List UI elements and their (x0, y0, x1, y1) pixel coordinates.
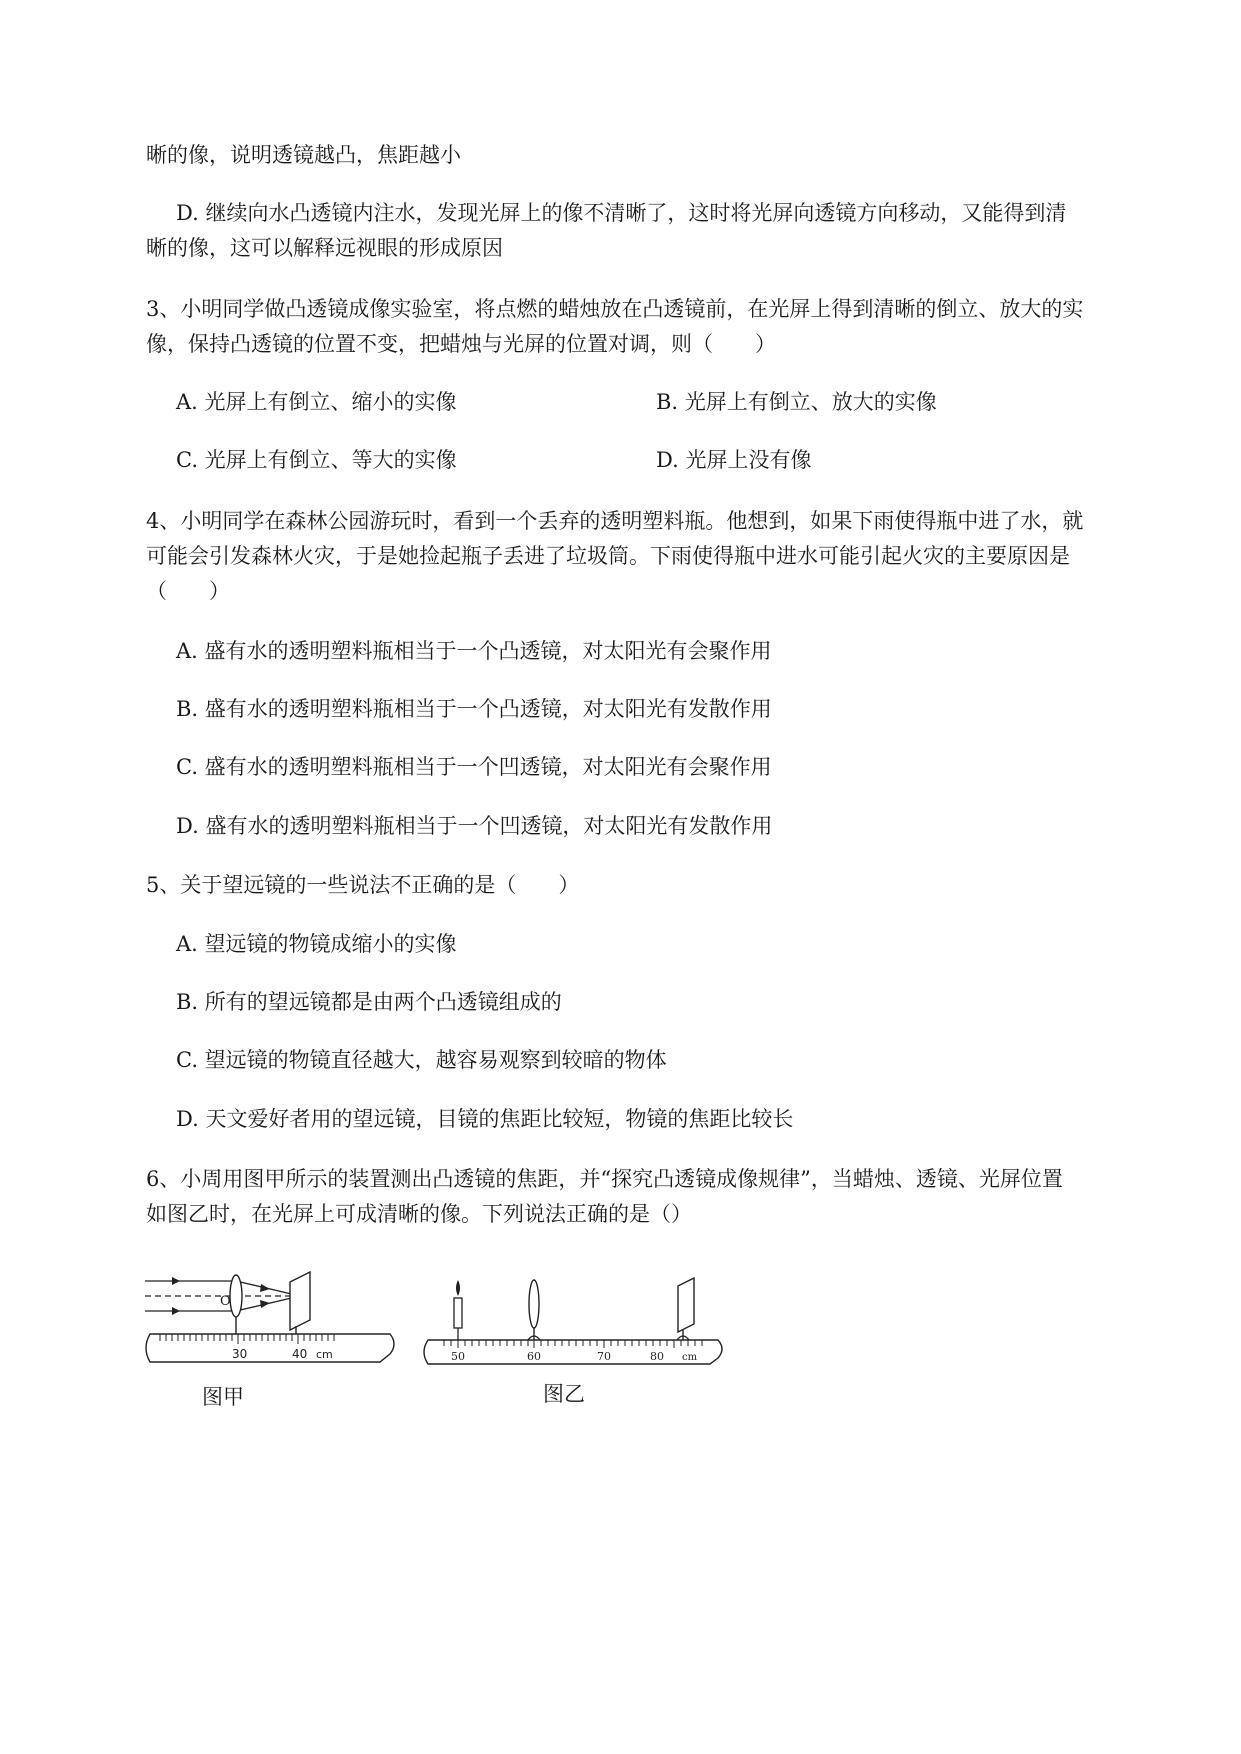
q4-option-b: B. 盛有水的透明塑料瓶相当于一个凸透镜，对太阳光有发散作用 (176, 697, 772, 721)
q4-option-c: C. 盛有水的透明塑料瓶相当于一个凹透镜，对太阳光有会聚作用 (176, 755, 772, 779)
q6-stem-line1: 6、小周用图甲所示的装置测出凸透镜的焦距，并“探究凸透镜成像规律”，当蜡烛、透镜、光屏位置 (146, 1167, 1063, 1191)
figure-jia-tick-40: 40 (292, 1347, 308, 1361)
q6-stem-line2: 如图乙时，在光屏上可成清晰的像。下列说法正确的是（） (146, 1202, 692, 1226)
q5-option-a: A. 望远镜的物镜成缩小的实像 (176, 932, 457, 956)
q3-option-b: B. 光屏上有倒立、放大的实像 (656, 390, 937, 414)
q2-option-d-line1: D. 继续向水凸透镜内注水，发现光屏上的像不清晰了，这时将光屏向透镜方向移动，又能得到清 (176, 201, 1067, 225)
figure-yi-tick-80: 80 (650, 1350, 664, 1363)
figure-jia-tick-30: 30 (232, 1347, 248, 1361)
q3-option-c: C. 光屏上有倒立、等大的实像 (176, 448, 457, 472)
q3-option-d: D. 光屏上没有像 (656, 448, 812, 472)
q4-stem-line3: （ ） (146, 579, 230, 603)
q3-stem-line1: 3、小明同学做凸透镜成像实验室，将点燃的蜡烛放在凸透镜前，在光屏上得到清晰的倒立、放大的实 (146, 297, 1084, 321)
q3-stem-line2: 像，保持凸透镜的位置不变，把蜡烛与光屏的位置对调，则（ ） (146, 332, 776, 356)
q5-stem: 5、关于望远镜的一些说法不正确的是（ ） (146, 873, 580, 897)
figure-yi-tick-60: 60 (527, 1350, 541, 1363)
figure-yi-tick-50: 50 (451, 1350, 465, 1363)
figure-jia-unit: cm (316, 1348, 333, 1361)
q2-continuation-text: 晰的像，说明透镜越凸，焦距越小 (146, 143, 461, 167)
figure-yi-diagram (418, 1268, 728, 1378)
figure-jia-caption: 图甲 (202, 1385, 244, 1409)
q4-option-d: D. 盛有水的透明塑料瓶相当于一个凹透镜，对太阳光有发散作用 (176, 814, 773, 838)
figure-jia-point-o: O (220, 1294, 231, 1309)
q2-option-d-line2: 晰的像，这可以解释远视眼的形成原因 (146, 236, 503, 260)
q3-option-a: A. 光屏上有倒立、缩小的实像 (176, 390, 457, 414)
figure-jia-diagram (140, 1268, 400, 1378)
figure-yi-caption: 图乙 (543, 1382, 585, 1406)
q5-option-b: B. 所有的望远镜都是由两个凸透镜组成的 (176, 990, 562, 1014)
q5-option-d: D. 天文爱好者用的望远镜，目镜的焦距比较短，物镜的焦距比较长 (176, 1107, 794, 1131)
figure-yi-tick-70: 70 (597, 1350, 611, 1363)
q4-option-a: A. 盛有水的透明塑料瓶相当于一个凸透镜，对太阳光有会聚作用 (176, 639, 772, 663)
q5-option-c: C. 望远镜的物镜直径越大，越容易观察到较暗的物体 (176, 1048, 667, 1072)
q4-stem-line1: 4、小明同学在森林公园游玩时，看到一个丢弃的透明塑料瓶。他想到，如果下雨使得瓶中进了水，就 (146, 509, 1084, 533)
figure-yi-unit: cm (682, 1352, 698, 1363)
q4-stem-line2: 可能会引发森林火灾，于是她捡起瓶子丢进了垃圾筒。下雨使得瓶中进水可能引起火灾的主要原因是 (146, 544, 1070, 568)
